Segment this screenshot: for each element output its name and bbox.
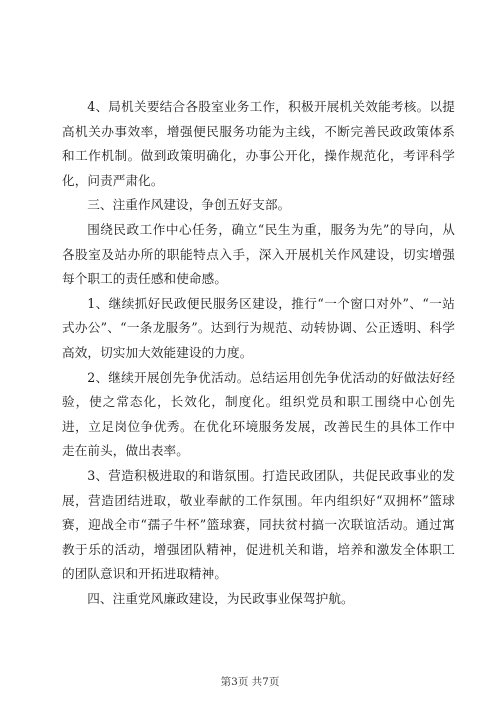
document-body: [62, 95, 455, 611]
heading-section-three: 三、注重作风建设，争创五好支部。: [87, 197, 291, 213]
paragraph-efficiency-assessment: 4、局机关要结合各股室业务工作，积极开展机关效能考核。以提高机关办事效率，增强便民服务功能为主线，不断完善民政政策体系和工作机制。做到政策明确化，办事公开化，操作规范化，考评科学化，问责严肃化。: [62, 99, 455, 188]
page-number-footer: 第3页 共7页: [220, 676, 280, 688]
paragraph-harmony-atmosphere: 3、营造积极进取的和谐氛围。打造民政团队，共促民政事业的发展，营造团结进取，敬业奉献的工作氛围。年内组织好“双拥杯”篮球赛，迎战全市“孺子牛杯”篮球赛，同扶贫村搞一次联谊活动。通过寓教于乐的活动，增强团队精神，促进机关和谐，培养和激发全体职工的团队意识和开拓进取精神。: [62, 467, 455, 582]
paragraph-excellence-activity: 2、继续开展创先争优活动。总结运用创先争优活动的好做法好经验，使之常态化，长效化，制度化。组织党员和职工围绕中心创先进，立足岗位争优秀。在优化环境服务发展，改善民生的具体工作中走在前头，做出表率。: [62, 369, 455, 459]
heading-section-four: 四、注重党风廉政建设，为民政事业保驾护航。: [87, 590, 354, 606]
paragraph-service-area: 1、继续抓好民政便民服务区建设，推行“一个窗口对外”、“一站式办公”、“一条龙服务”。达到行为规范、动转协调、公正透明、科学高效，切实加大效能建设的力度。: [62, 295, 455, 360]
paragraph-style-building: 围绕民政工作中心任务，确立“民生为重，服务为先”的导向，从各股室及站办所的职能特点入手，深入开展机关作风建设，切实增强每个职工的责任感和使命感。: [62, 221, 455, 287]
